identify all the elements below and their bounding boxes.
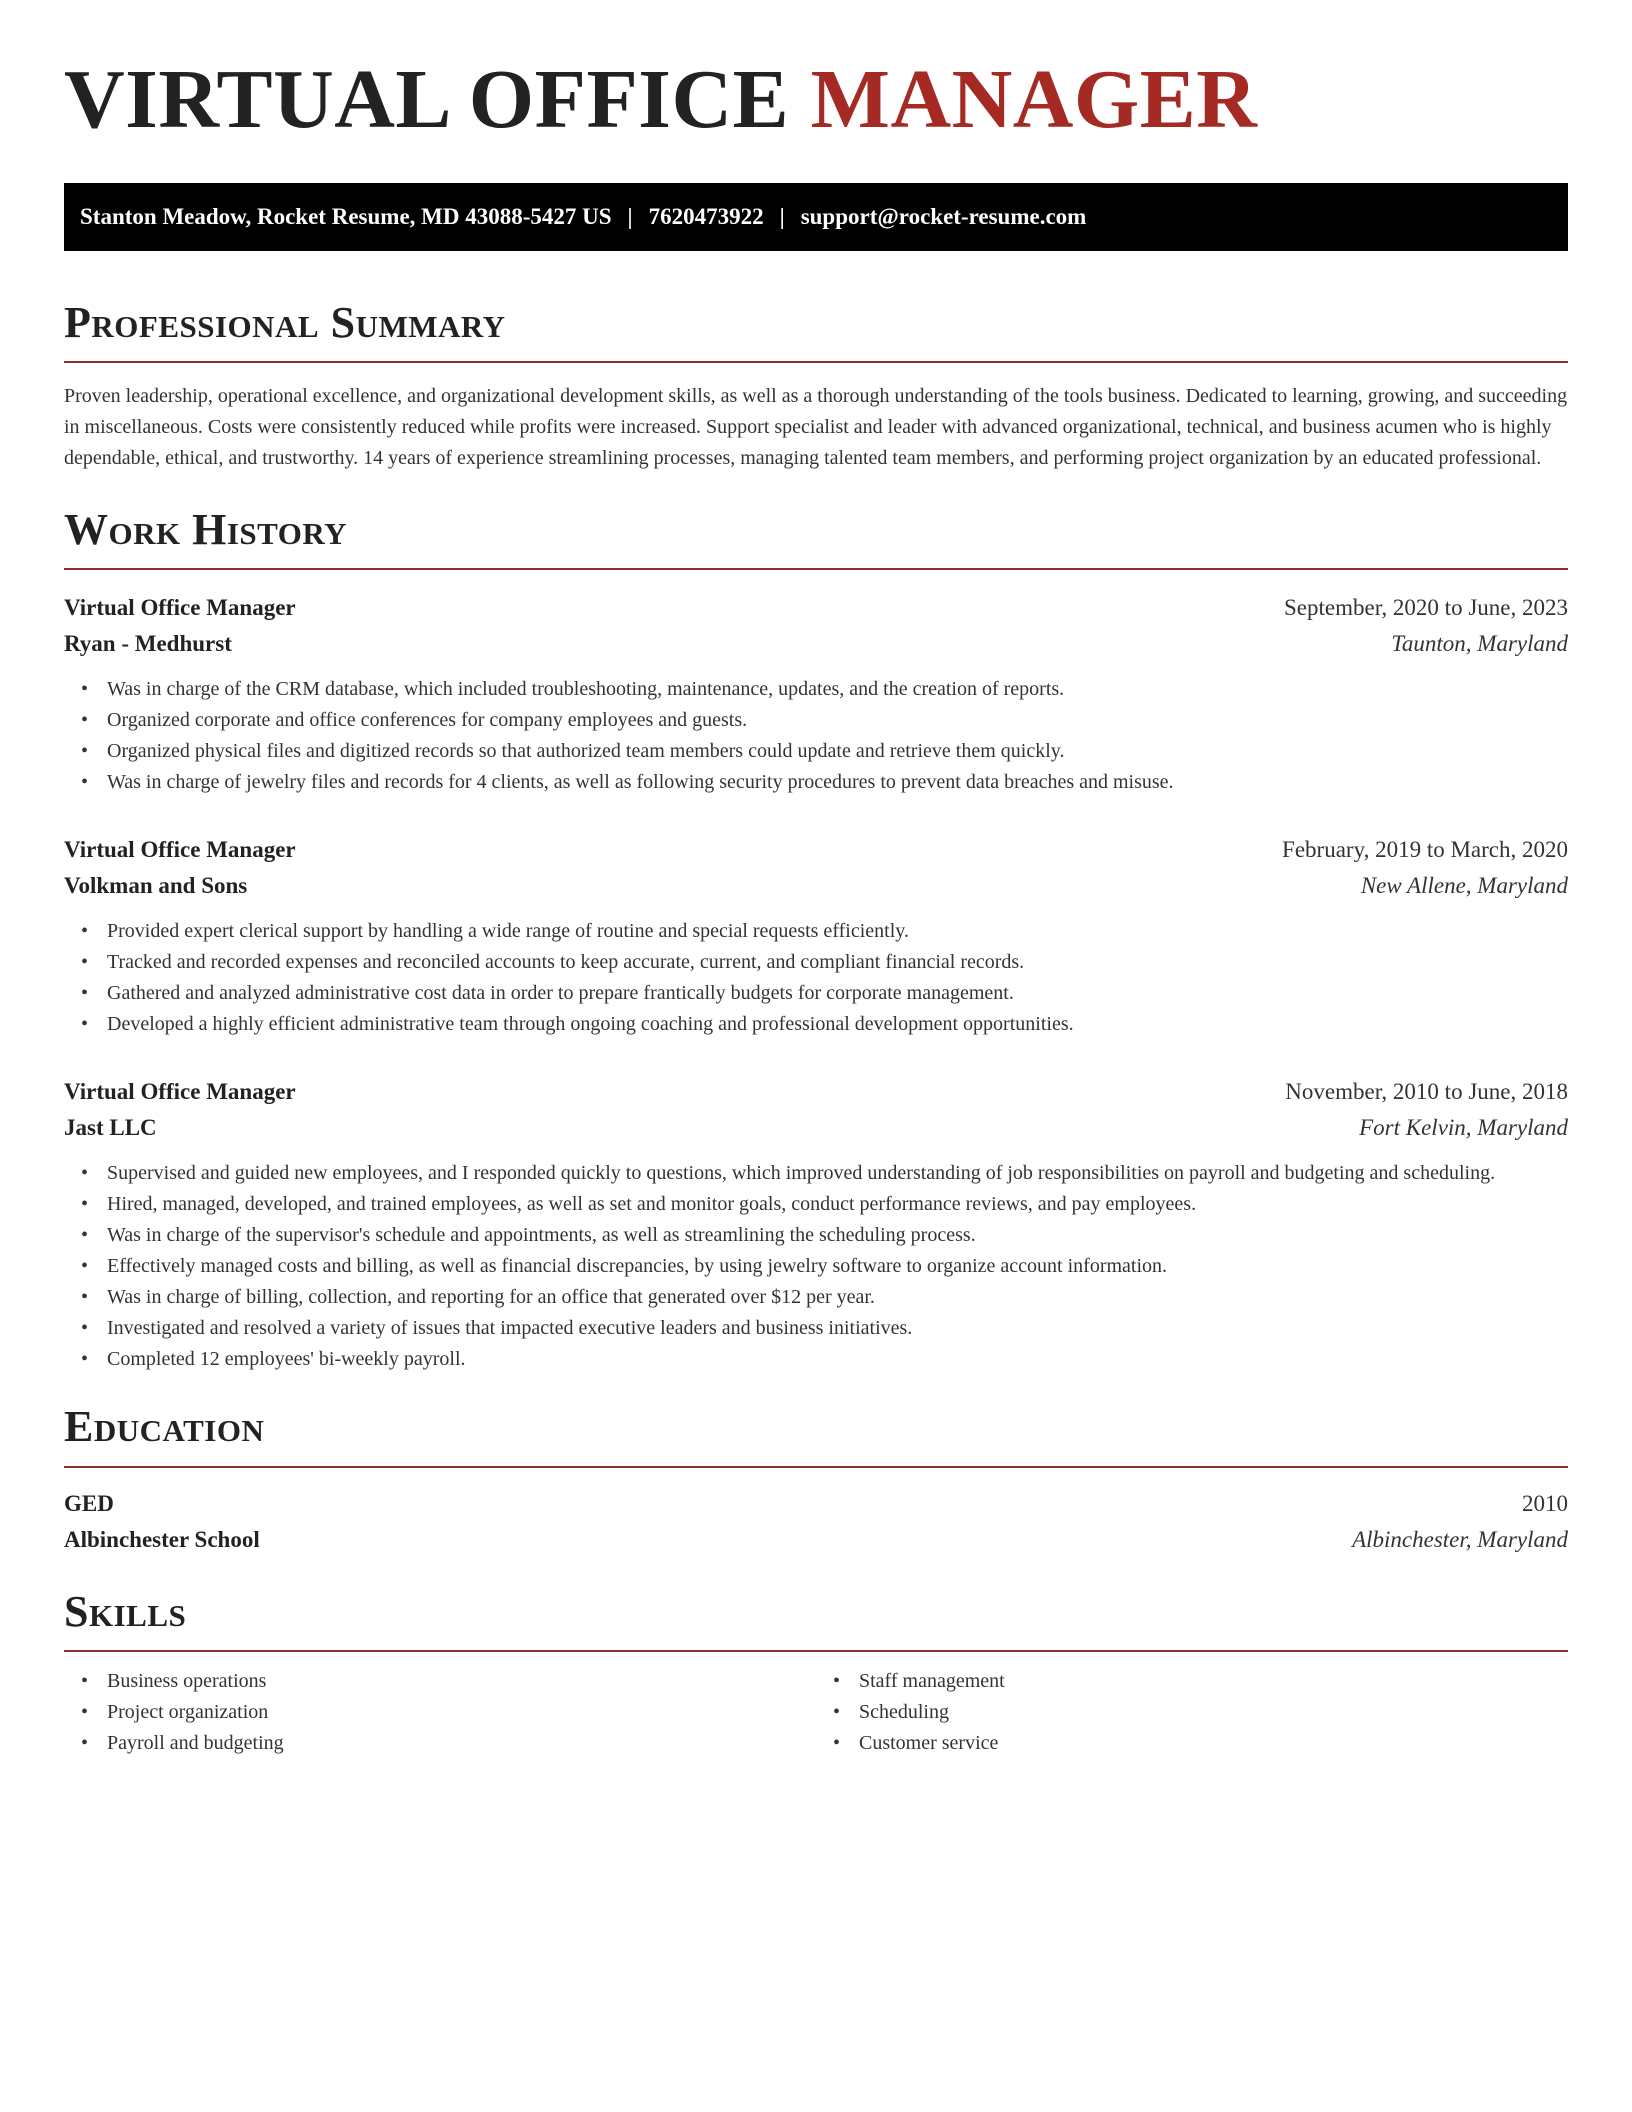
job-bullet: • Was in charge of jewelry files and records for 4 clients, as well as following security procedures to prevent data breaches and misuse.	[107, 767, 1568, 798]
education-school: Albinchester School	[64, 1526, 260, 1552]
job-title: Virtual Office Manager	[64, 1079, 296, 1105]
education-entry	[64, 1486, 1568, 1558]
job-bullet: • Was in charge of the supervisor's schedule and appointments, as well as streamlining the scheduling process.	[107, 1220, 1568, 1251]
job-bullets	[64, 916, 1568, 1040]
skills-list-left	[64, 1666, 816, 1759]
work-history-section	[64, 506, 1568, 1375]
job-company: Volkman and Sons	[64, 873, 248, 899]
education-degree: GED	[64, 1490, 114, 1516]
job-entry	[64, 832, 1568, 1040]
job-company: Ryan - Medhurst	[64, 631, 232, 657]
job-bullet: • Investigated and resolved a variety of issues that impacted executive leaders and business initiatives.	[107, 1313, 1568, 1344]
contact-email: support@rocket-resume.com	[800, 203, 1087, 229]
section-heading-work: Work History	[64, 504, 348, 554]
skill-item: • Customer service	[859, 1728, 1568, 1759]
professional-summary-section	[64, 299, 1568, 474]
job-title: Virtual Office Manager	[64, 595, 296, 621]
job-dates: September, 2020 to June, 2023	[1284, 595, 1568, 621]
job-location: Fort Kelvin, Maryland	[1359, 1115, 1568, 1141]
job-bullet: • Organized physical files and digitized records so that authorized team members could update and retrieve them quickly.	[107, 736, 1568, 767]
title-accent: MANAGER	[810, 53, 1258, 146]
job-bullet: • Organized corporate and office conferences for company employees and guests.	[107, 705, 1568, 736]
skill-item: • Project organization	[107, 1697, 816, 1728]
job-bullet: • Developed a highly efficient administrative team through ongoing coaching and professional development opportunities.	[107, 1009, 1568, 1040]
job-bullet: • Gathered and analyzed administrative cost data in order to prepare frantically budgets for corporate management.	[107, 978, 1568, 1009]
job-dates: November, 2010 to June, 2018	[1285, 1079, 1568, 1105]
section-divider	[64, 568, 1568, 570]
education-section	[64, 1403, 1568, 1557]
job-bullet: • Supervised and guided new employees, and I responded quickly to questions, which improved understanding of job responsibilities on payroll and budgeting and scheduling.	[107, 1158, 1568, 1189]
section-heading-skills: Skills	[64, 1586, 187, 1636]
skills-columns	[64, 1660, 1568, 1759]
job-bullet: • Completed 12 employees' bi-weekly payroll.	[107, 1344, 1568, 1375]
skill-item: • Business operations	[107, 1666, 816, 1697]
job-location: Taunton, Maryland	[1391, 631, 1568, 657]
job-bullets	[64, 674, 1568, 798]
job-entry	[64, 1074, 1568, 1375]
job-dates: February, 2019 to March, 2020	[1282, 837, 1568, 863]
summary-text: Proven leadership, operational excellence, and organizational development skills, as well as a thorough understanding of the tools business. Dedicated to learning, growing, and succeeding in miscellaneous. Costs were consistently reduced while profits were increased. Support specialist and leader with advanced organizational, technical, and business acumen who is highly dependable, ethical, and trustworthy. 14 years of experience streamlining processes, managing talented team members, and performing project organization by an educated professional.	[64, 384, 1568, 469]
job-title: Virtual Office Manager	[64, 837, 296, 863]
skill-item: • Payroll and budgeting	[107, 1728, 816, 1759]
skills-list-right	[816, 1666, 1568, 1759]
resume-title	[64, 52, 1568, 149]
section-heading-summary: Professional Summary	[64, 297, 506, 347]
contact-phone: 7620473922	[648, 203, 764, 229]
education-location: Albinchester, Maryland	[1352, 1526, 1568, 1552]
education-year: 2010	[1522, 1490, 1568, 1516]
title-main: VIRTUAL OFFICE	[64, 53, 790, 146]
job-entry	[64, 590, 1568, 798]
section-divider	[64, 361, 1568, 363]
skill-item: • Scheduling	[859, 1697, 1568, 1728]
contact-bar	[64, 183, 1568, 251]
contact-separator: |	[779, 203, 785, 229]
job-location: New Allene, Maryland	[1360, 873, 1568, 899]
job-bullet: • Provided expert clerical support by handling a wide range of routine and special requests efficiently.	[107, 916, 1568, 947]
contact-address: Stanton Meadow, Rocket Resume, MD 43088-5427 US	[80, 203, 612, 229]
contact-separator: |	[627, 203, 633, 229]
section-divider	[64, 1466, 1568, 1468]
job-bullets	[64, 1158, 1568, 1375]
job-bullet: • Tracked and recorded expenses and reconciled accounts to keep accurate, current, and compliant financial records.	[107, 947, 1568, 978]
skills-section	[64, 1588, 1568, 1759]
job-bullet: • Effectively managed costs and billing, as well as financial discrepancies, by using jewelry software to organize account information.	[107, 1251, 1568, 1282]
job-company: Jast LLC	[64, 1115, 157, 1141]
job-bullet: • Was in charge of billing, collection, and reporting for an office that generated over $12 per year.	[107, 1282, 1568, 1313]
job-bullet: • Was in charge of the CRM database, which included troubleshooting, maintenance, updates, and the creation of reports.	[107, 674, 1568, 705]
job-bullet: • Hired, managed, developed, and trained employees, as well as set and monitor goals, conduct performance reviews, and pay employees.	[107, 1189, 1568, 1220]
section-heading-education: Education	[64, 1402, 265, 1452]
skill-item: • Staff management	[859, 1666, 1568, 1697]
section-divider	[64, 1650, 1568, 1652]
